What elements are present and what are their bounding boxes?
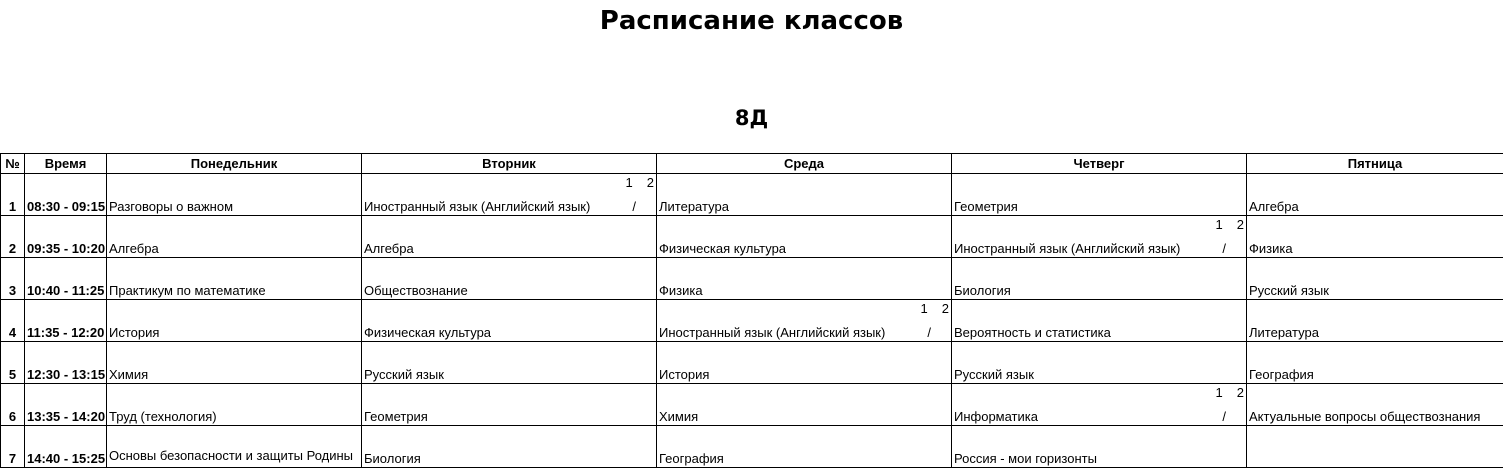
lesson-number: 3 (1, 258, 25, 300)
subject-friday: Литература (1247, 300, 1503, 342)
subject-monday: Алгебра (107, 216, 362, 258)
group-labels (1202, 217, 1244, 233)
subject-tuesday-split (362, 174, 657, 216)
lesson-number: 5 (1, 342, 25, 384)
subject-wednesday: Химия (657, 384, 952, 426)
group-labels (1202, 385, 1244, 401)
subject-monday: Труд (технология) (107, 384, 362, 426)
lesson-number: 2 (1, 216, 25, 258)
header-time: Время (25, 154, 107, 174)
lesson-time: 13:35 - 14:20 (25, 384, 107, 426)
lesson-number: 4 (1, 300, 25, 342)
group-2-label: 2 (1236, 385, 1244, 400)
table-row (1, 300, 1503, 342)
header-thursday: Четверг (952, 154, 1247, 174)
group-2-label: 2 (646, 175, 654, 190)
header-monday: Понедельник (107, 154, 362, 174)
lesson-time: 09:35 - 10:20 (25, 216, 107, 258)
class-name: 8Д (734, 106, 769, 130)
group-separator: / (1222, 241, 1226, 256)
subject-monday: Практикум по математике (107, 258, 362, 300)
subject-monday: История (107, 300, 362, 342)
subject-wednesday: Физическая культура (657, 216, 952, 258)
subject-thursday: Геометрия (952, 174, 1247, 216)
subject-tuesday: Физическая культура (362, 300, 657, 342)
table-row (1, 426, 1503, 468)
subject-thursday-split (952, 216, 1247, 258)
subject-wednesday: География (657, 426, 952, 468)
group-labels (612, 175, 654, 191)
subject-wednesday: Физика (657, 258, 952, 300)
group-separator: / (1222, 409, 1226, 424)
subject-wednesday: Литература (657, 174, 952, 216)
group-2-label: 2 (1236, 217, 1244, 232)
subject-text: Информатика (954, 409, 1038, 424)
subject-monday: Разговоры о важном (107, 174, 362, 216)
subject-thursday: Россия - мои горизонты (952, 426, 1247, 468)
subject-friday: Русский язык (1247, 258, 1503, 300)
group-separator: / (927, 325, 931, 340)
table-row (1, 384, 1503, 426)
subject-tuesday: Биология (362, 426, 657, 468)
header-row (1, 154, 1503, 174)
group-labels (907, 301, 949, 317)
header-tuesday: Вторник (362, 154, 657, 174)
subject-friday (1247, 426, 1503, 468)
lesson-time: 11:35 - 12:20 (25, 300, 107, 342)
page-title: Расписание классов (599, 6, 904, 36)
group-2-label: 2 (941, 301, 949, 316)
subject-thursday: Биология (952, 258, 1247, 300)
subject-tuesday: Геометрия (362, 384, 657, 426)
subject-text: Иностранный язык (Английский язык) (364, 199, 591, 214)
header-num: № (1, 154, 25, 174)
subject-monday: Химия (107, 342, 362, 384)
lesson-time: 08:30 - 09:15 (25, 174, 107, 216)
subject-monday: Основы безопасности и защиты Родины (107, 426, 362, 468)
subject-wednesday: История (657, 342, 952, 384)
table-row (1, 174, 1503, 216)
table-row (1, 342, 1503, 384)
lesson-time: 12:30 - 13:15 (25, 342, 107, 384)
subject-tuesday: Алгебра (362, 216, 657, 258)
subject-wednesday-split (657, 300, 952, 342)
lesson-time: 14:40 - 15:25 (25, 426, 107, 468)
subject-thursday-split (952, 384, 1247, 426)
subject-friday: Физика (1247, 216, 1503, 258)
subject-tuesday: Обществознание (362, 258, 657, 300)
lesson-number: 7 (1, 426, 25, 468)
group-separator: / (632, 199, 636, 214)
header-wednesday: Среда (657, 154, 952, 174)
group-1-label: 1 (1215, 385, 1223, 400)
lesson-number: 1 (1, 174, 25, 216)
subject-text: Иностранный язык (Английский язык) (659, 325, 886, 340)
group-1-label: 1 (1215, 217, 1223, 232)
subject-text: Иностранный язык (Английский язык) (954, 241, 1181, 256)
lesson-number: 6 (1, 384, 25, 426)
subject-friday: География (1247, 342, 1503, 384)
subject-thursday: Вероятность и статистика (952, 300, 1247, 342)
subject-tuesday: Русский язык (362, 342, 657, 384)
group-1-label: 1 (625, 175, 633, 190)
lesson-time: 10:40 - 11:25 (25, 258, 107, 300)
group-1-label: 1 (920, 301, 928, 316)
subject-thursday: Русский язык (952, 342, 1247, 384)
header-friday: Пятница (1247, 154, 1503, 174)
schedule-table (0, 153, 1503, 468)
subject-friday: Актуальные вопросы обществознания (1247, 384, 1503, 426)
table-row (1, 258, 1503, 300)
subject-friday: Алгебра (1247, 174, 1503, 216)
table-row (1, 216, 1503, 258)
